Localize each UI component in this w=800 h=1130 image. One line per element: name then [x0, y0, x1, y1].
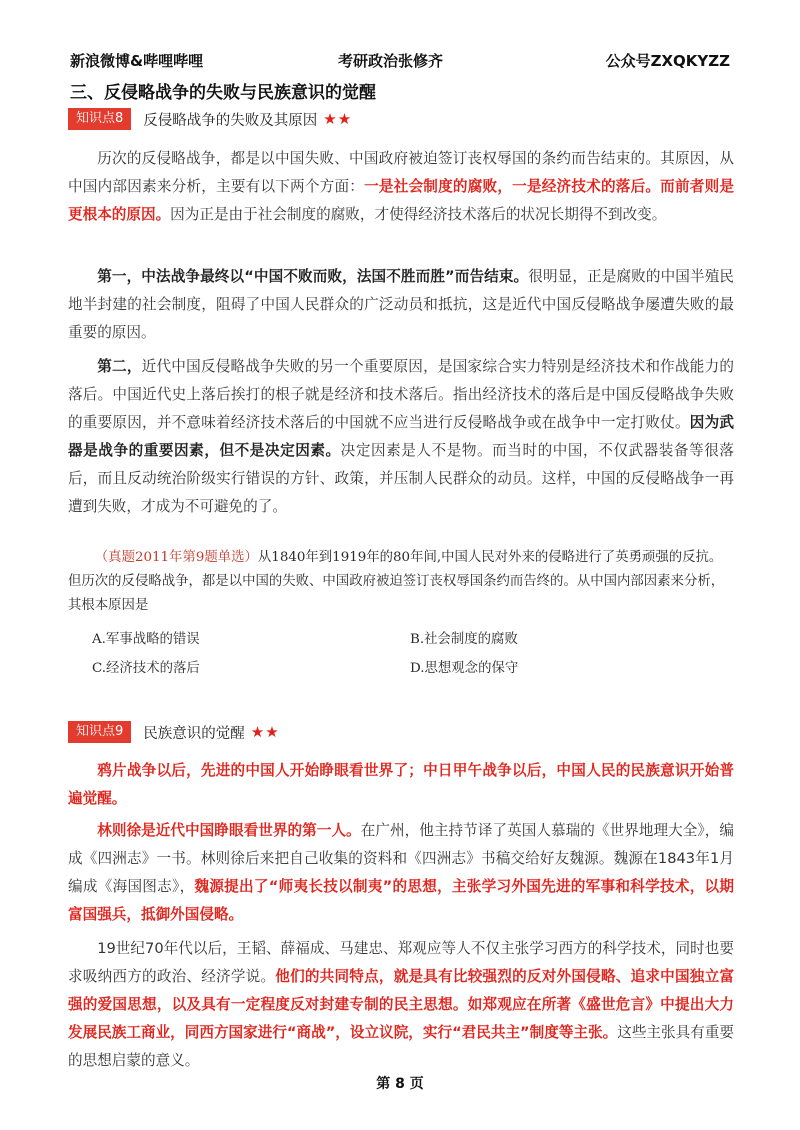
kp8-paragraph-3	[68, 353, 734, 521]
kp9-p3-highlight: 他们的共同特点，就是具有比较强烈的反对外国侵略、追求中国独立富强的爱国思想，以及具有一定程度反对封建专制的民主思想。如郑观应在所著《盛世危言》中提出大力发展民族工商业，同西方国家进行“商战”，设立议院，实行“君民共主”制度等主张。	[68, 968, 734, 1041]
kp8-paragraph-2	[68, 263, 734, 347]
knowledge-point-9-title: 民族意识的觉醒	[143, 725, 245, 742]
kp8-p2-bold: 第一，中法战争最终以“中国不败而败，法国不胜而胜”而告结束。	[97, 268, 529, 285]
kp8-p3-text-1: 近代中国反侵略战争失败的另一个重要原因，是国家综合实力特别是经济技术和作战能力的落后。中国近代史上落后挨打的根子就是经济和技术落后。指出经济技术的落后是中国反侵略战争失败的重要原因，并不意味着经济技术落后的中国就不应当进行反侵略战争或在战争中一定打败仗。	[68, 358, 734, 431]
option-b: B.社会制度的腐败	[410, 632, 518, 647]
option-d: D.思想观念的保守	[410, 661, 519, 676]
kp9-p1-highlight: 鸦片战争以后，先进的中国人开始睁眼看世界了；中日甲午战争以后，中国人民的民族意识开始普遍觉醒。	[68, 762, 734, 807]
kp8-p1-text-1: 历次的反侵略战争，都是以中国失败、中国政府被迫签订丧权辱国的条约而告结束的。其原因，从中国内部因素来分析，主要有以下两个方面：	[68, 150, 734, 195]
kp8-p3-bold-2: 因为武器是战争的重要因素，但不是决定因素。	[68, 414, 734, 459]
knowledge-point-8-title: 反侵略战争的失败及其原因	[143, 112, 318, 129]
kp8-p3-text-2: 决定因素是人不是物。而当时的中国，不仅武器装备等很落后，而且反动统治阶级实行错误的方针、政策，并压制人民群众的动员。这样，中国的反侵略战争一再遭到失败，才成为不可避免的了。	[68, 442, 734, 515]
header-wechat-account: 公众号ZXQKYZZ	[605, 52, 730, 70]
importance-stars-icon: ★★	[250, 723, 280, 741]
question-stem: 从1840年到1919年的80年间,中国人民对外来的侵略进行了英勇顽强的反抗。但历次的反侵略战争，都是以中国的失败、中国政府被迫签订丧权辱国条约而告终的。从中国内部因素来分析，其根本原因是	[68, 550, 725, 613]
page-header	[70, 50, 730, 72]
kp8-p1-highlight: 一是社会制度的腐败，一是经济技术的落后。而前者则是更根本的原因。	[68, 178, 734, 223]
header-author: 考研政治张修齐	[338, 52, 444, 70]
page-number: 第 8 页	[376, 1076, 424, 1092]
option-a: A.军事战略的错误	[92, 632, 200, 647]
kp8-p1-text-2: 因为正是由于社会制度的腐败，才使得经济技术落后的状况长期得不到改变。	[170, 206, 667, 223]
exam-question	[68, 546, 734, 618]
option-c: C.经济技术的落后	[92, 661, 200, 676]
kp9-p2-highlight-2: 魏源提出了“师夷长技以制夷”的思想，主张学习外国先进的军事和科学技术，以期富国强兵，抵御外国侵略。	[68, 878, 735, 923]
knowledge-point-9-heading	[68, 720, 280, 744]
kp9-p2-highlight-1: 林则徐是近代中国睁眼看世界的第一人。	[97, 822, 361, 839]
kp8-p2-text: 很明显，正是腐败的中国半殖民地半封建的社会制度，阻碍了中国人民群众的广泛动员和抵抗，这是近代中国反侵略战争屡遭失败的最重要的原因。	[68, 268, 734, 341]
question-source: （真题2011年第9题单选）	[94, 550, 258, 565]
header-weibo-bilibili: 新浪微博&哔哩哔哩	[70, 52, 204, 70]
knowledge-point-8-heading	[68, 107, 352, 131]
kp9-p3-text-1: 19世纪70年代以后，王韬、薛福成、马建忠、郑观应等人不仅主张学习西方的科学技术，同时也要求吸纳西方的政治、经济学说。	[68, 940, 734, 985]
kp9-paragraph-2	[68, 817, 734, 929]
kp9-paragraph-3	[68, 935, 734, 1075]
kp9-p3-text-2: 这些主张具有重要的思想启蒙的意义。	[68, 1024, 734, 1069]
kp8-p3-bold-1: 第二，	[97, 358, 142, 375]
section-title: 三、反侵略战争的失败与民族意识的觉醒	[70, 83, 376, 103]
kp9-p2-text: 在广州，他主持节译了英国人慕瑞的《世界地理大全》，编成《四洲志》一书。林则徐后来把自己收集的资料和《四洲志》书稿交给好友魏源。魏源在1843年1月编成《海国图志》，	[68, 822, 734, 895]
knowledge-point-8-tag: 知识点8	[68, 108, 131, 130]
kp8-paragraph-1	[68, 145, 734, 229]
knowledge-point-9-tag: 知识点9	[68, 721, 131, 743]
kp9-paragraph-1	[68, 757, 734, 813]
importance-stars-icon: ★★	[323, 110, 353, 128]
